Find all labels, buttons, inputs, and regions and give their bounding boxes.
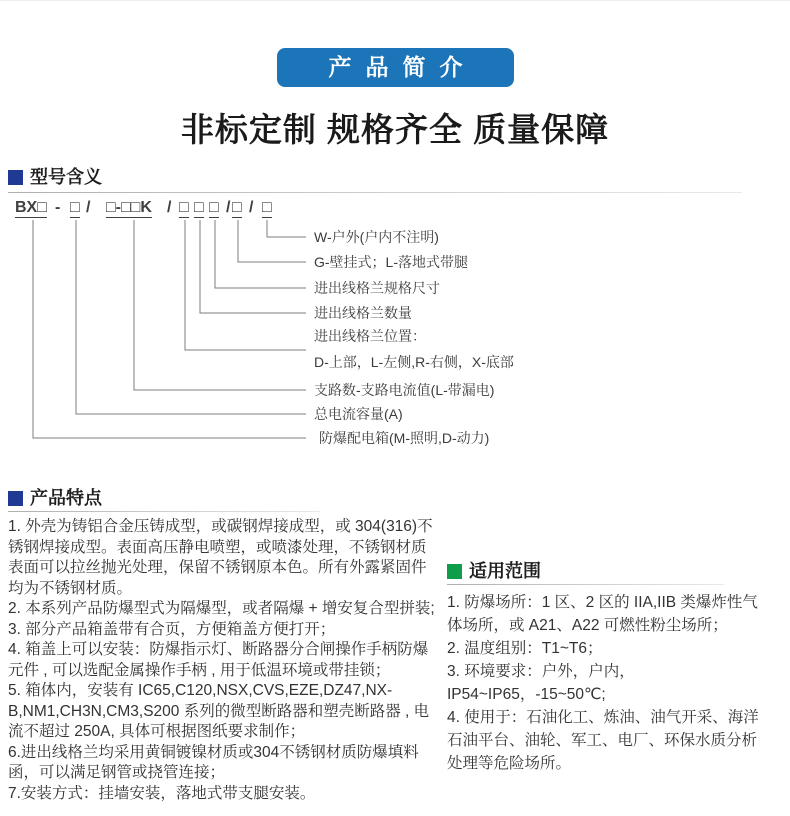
formula-slash-3: /: [226, 199, 231, 216]
feature-item: 4. 箱盖上可以安装：防爆指示灯、断路器分合闸操作手柄防爆元件 , 可以选配金属操作手柄 , 用于低温环境或带挂锁；: [8, 641, 429, 679]
diagram-label-gland-position-codes: D-上部，L-左侧,R-右侧，X-底部: [314, 354, 514, 370]
feature-item: 1. 外壳为铸铝合金压铸成型，或碳钢焊接成型，或 304(316)不锈钢焊接成型。表面高压静电喷塑，或喷漆处理，不锈钢材质表面可以拉丝抛光处理，保留不锈钢原本色。所有外露紧固件均为不锈钢材质。: [8, 518, 433, 597]
banner-title: 产品简介: [328, 54, 477, 80]
section-divider: [8, 192, 742, 193]
formula-box-gland-quantity: □: [194, 199, 204, 216]
feature-item: 3. 部分产品箱盖带有合页，方便箱盖方便打开；: [8, 620, 336, 638]
model-section-title: 型号含义: [30, 167, 102, 187]
formula-box-mounting: □: [232, 199, 242, 216]
formula-box-gland-position: □: [179, 199, 189, 216]
scope-section-title: 适用范围: [469, 561, 541, 581]
scope-section: [447, 562, 763, 775]
scope-item: 2. 温度组别：T1~T6；: [447, 640, 603, 657]
formula-dash: -: [55, 199, 61, 216]
formula-box-total-current: □: [70, 199, 80, 216]
feature-item: 2. 本系列产品防爆型式为隔爆型，或者隔爆 + 增安复合型拼装;: [8, 600, 435, 617]
scope-item: 4. 使用于：石油化工、炼油、油气开采、海洋石油平台、油轮、军工、电厂、环保水质分析处理等危险场所。: [447, 709, 759, 772]
diagram-label-box-type: 防爆配电箱(M-照明,D-动力): [319, 430, 490, 446]
headline: 非标定制 规格齐全 质量保障: [180, 111, 610, 148]
model-number-diagram: [0, 198, 790, 466]
feature-item: 5. 箱体内，安装有 IC65,C120,NSX,CVS,EZE,DZ47,NX-B,NM1,CH3N,CM3,S200 系列的微型断路器和塑壳断路器 , 电流不超过 250A, 具体可根据图纸要求制作；: [8, 682, 430, 740]
top-divider: [0, 0, 790, 1]
section-banner: [277, 48, 514, 87]
model-section-header: [8, 168, 742, 193]
features-section-title: 产品特点: [30, 488, 102, 508]
green-square-bullet-icon: [447, 564, 462, 579]
section-divider: [447, 584, 724, 585]
diagram-label-outdoor: W-户外(户内不注明): [314, 229, 439, 245]
feature-item: 6.进出线格兰均采用黄铜镀镍材质或304不锈钢材质防爆填料函，可以满足钢管或挠管连接；: [8, 743, 419, 781]
diagram-label-gland-position: 进出线格兰位置：: [314, 328, 426, 344]
diagram-label-branch: 支路数-支路电流值(L-带漏电): [314, 382, 495, 398]
formula-box-outdoor: □: [262, 199, 272, 216]
diagram-label-gland-size: 进出线格兰规格尺寸: [314, 280, 440, 296]
navy-square-bullet-icon: [8, 170, 23, 185]
scope-item: 1. 防爆场所：1 区、2 区的 IIA,IIB 类爆炸性气体场所，或 A21、A22 可燃性粉尘场所；: [447, 594, 758, 634]
formula-slash-1: /: [86, 199, 91, 216]
formula-box-gland-size: □: [209, 199, 219, 216]
formula-slash-2: /: [167, 199, 172, 216]
diagram-label-mounting: G-壁挂式；L-落地式带腿: [314, 254, 468, 270]
diagram-label-gland-quantity: 进出线格兰数量: [314, 305, 412, 321]
features-section: [8, 489, 438, 804]
formula-slash-4: /: [249, 199, 254, 216]
scope-item: 3. 环境要求：户外，户内，IP54~IP65，-15~50℃;: [447, 663, 635, 703]
section-divider: [8, 511, 320, 512]
navy-square-bullet-icon: [8, 491, 23, 506]
formula-seg-bx: BX□: [15, 199, 47, 216]
diagram-label-total-current: 总电流容量(A): [314, 406, 403, 422]
formula-seg-branch: □-□□K: [106, 199, 152, 216]
feature-item: 7.安装方式：挂墙安装，落地式带支腿安装。: [8, 784, 316, 802]
